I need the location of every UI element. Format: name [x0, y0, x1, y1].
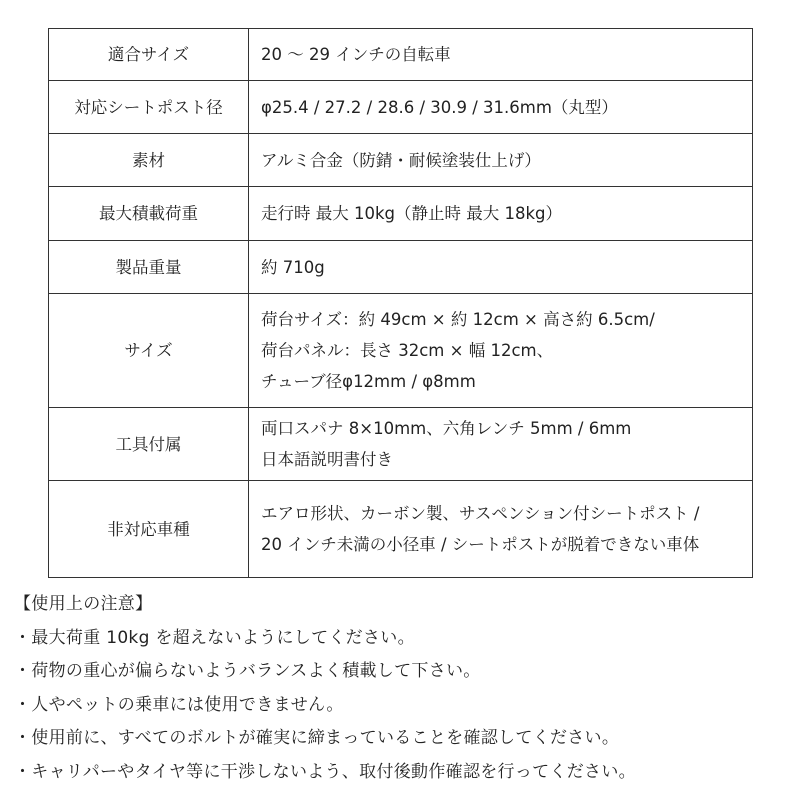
spec-label: サイズ	[49, 294, 249, 408]
spec-value-line: φ25.4 / 27.2 / 28.6 / 30.9 / 31.6mm（丸型）	[261, 97, 618, 117]
spec-value-line: 日本語説明書付き	[261, 450, 393, 469]
spec-value-line: 20 ～ 29 インチの自転車	[261, 45, 451, 64]
spec-value-line: 荷台サイズ：約 49cm × 約 12cm × 高さ約 6.5cm/	[261, 310, 655, 329]
spec-value	[249, 187, 753, 241]
spec-row	[49, 294, 753, 408]
spec-value-line: 20 インチ未満の小径車 / シートポストが脱着できない車体	[261, 535, 700, 554]
spec-row	[49, 187, 753, 241]
spec-label: 素材	[49, 134, 249, 187]
notes-heading: 【使用上の注意】	[14, 594, 153, 614]
spec-label: 製品重量	[49, 241, 249, 294]
note-item: ・キャリパーやタイヤ等に干渉しないよう、取付後動作確認を行ってください。	[14, 761, 636, 782]
spec-value-line: 走行時 最大 10kg（静止時 最大 18kg）	[261, 204, 563, 223]
note-item: ・人やペットの乗車には使用できません。	[14, 694, 344, 715]
spec-value-line: チューブ径φ12mm / φ8mm	[261, 372, 476, 391]
usage-notes	[14, 588, 636, 789]
spec-value-line: エアロ形状、カーボン製、サスペンション付シートポスト /	[261, 504, 700, 523]
spec-value	[249, 294, 753, 408]
spec-row	[49, 408, 753, 481]
spec-label: 最大積載荷重	[49, 187, 249, 241]
spec-table	[48, 28, 753, 578]
spec-label: 非対応車種	[49, 481, 249, 578]
spec-value	[249, 481, 753, 578]
spec-label: 適合サイズ	[49, 29, 249, 81]
spec-value	[249, 408, 753, 481]
spec-value	[249, 241, 753, 294]
spec-value-line: アルミ合金（防錆・耐候塗装仕上げ）	[261, 150, 541, 170]
spec-row	[49, 481, 753, 578]
spec-row	[49, 134, 753, 187]
note-item: ・使用前に、すべてのボルトが確実に締まっていることを確認してください。	[14, 728, 620, 748]
spec-value-line: 荷台パネル：長さ 32cm × 幅 12cm、	[261, 341, 554, 360]
spec-value	[249, 134, 753, 187]
spec-label: 工具付属	[49, 408, 249, 481]
spec-value	[249, 29, 753, 81]
note-item: ・荷物の重心が偏らないようバランスよく積載して下さい。	[14, 661, 481, 681]
spec-row	[49, 29, 753, 81]
spec-value	[249, 81, 753, 134]
spec-row	[49, 241, 753, 294]
spec-value-line: 両口スパナ 8×10mm、六角レンチ 5mm / 6mm	[261, 419, 632, 438]
spec-row	[49, 81, 753, 134]
spec-label: 対応シートポスト径	[49, 81, 249, 134]
spec-value-line: 約 710g	[261, 257, 325, 277]
note-item: ・最大荷重 10kg を超えないようにしてください。	[14, 627, 415, 648]
